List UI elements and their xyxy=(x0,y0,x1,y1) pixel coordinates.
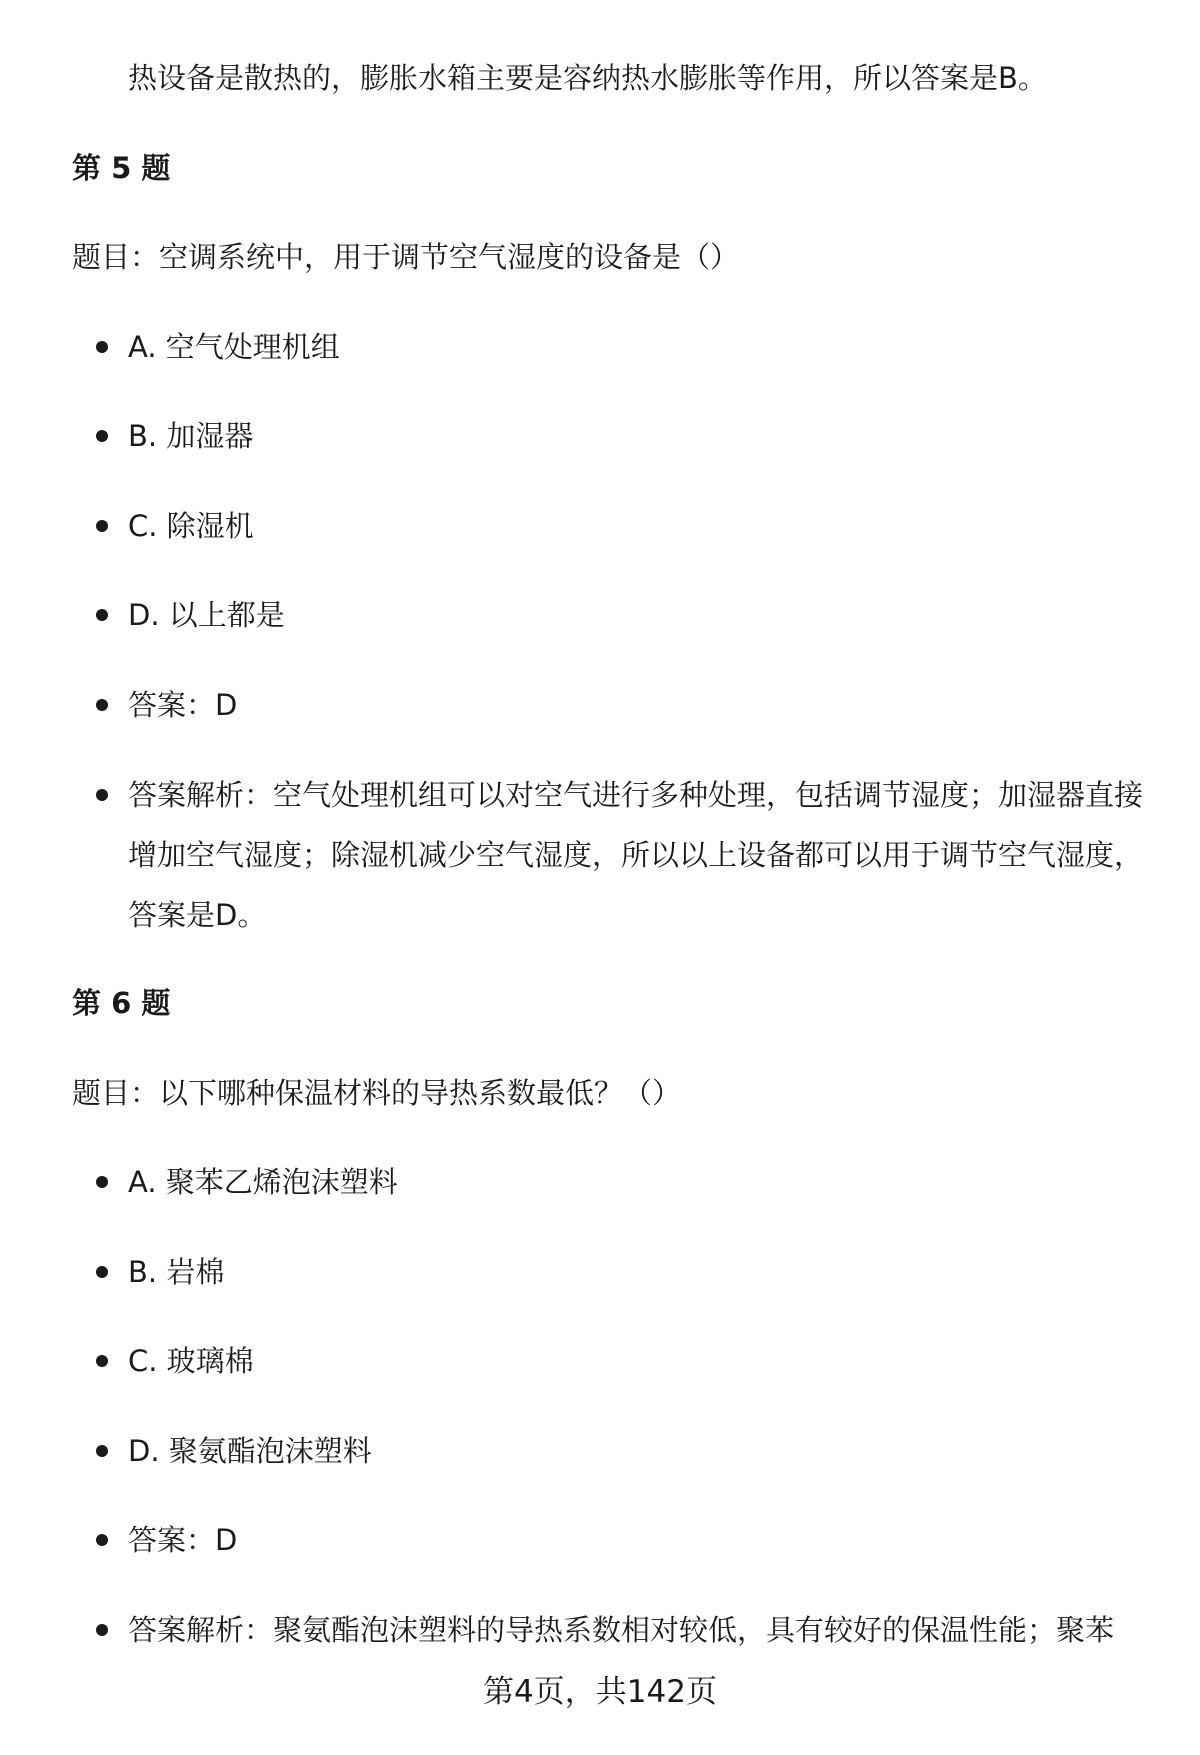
bullet-dot xyxy=(96,699,108,711)
previous-analysis-continuation: 热设备是散热的，膨胀水箱主要是容纳热水膨胀等作用，所以答案是B。 xyxy=(128,61,1047,95)
bullet-dot xyxy=(96,341,108,353)
bullet-dot xyxy=(96,609,108,621)
answer-label: 答案：D xyxy=(128,1523,238,1557)
option-label: A. 聚苯乙烯泡沫塑料 xyxy=(128,1165,398,1199)
bullet-dot xyxy=(96,1534,108,1546)
bullet-dot xyxy=(96,1266,108,1278)
question-6-answer xyxy=(96,1510,1146,1570)
analysis-text: 答案解析：聚氨酯泡沫塑料的导热系数相对较低，具有较好的保温性能；聚苯 xyxy=(128,1613,1115,1647)
question-5-option-b xyxy=(96,406,1146,466)
option-label: D. 聚氨酯泡沫塑料 xyxy=(128,1434,372,1468)
bullet-dot xyxy=(96,1624,108,1636)
question-5-option-a xyxy=(96,317,1146,377)
question-6-heading: 第 6 题 xyxy=(72,986,171,1020)
question-6-option-d xyxy=(96,1421,1146,1481)
question-5-option-d xyxy=(96,585,1146,645)
question-5-answer xyxy=(96,675,1146,735)
analysis-text: 答案解析：空气处理机组可以对空气进行多种处理，包括调节湿度；加湿器直接增加空气湿度；除湿机减少空气湿度，所以以上设备都可以用于调节空气湿度，答案是D。 xyxy=(128,778,1144,932)
bullet-dot xyxy=(96,430,108,442)
option-label: C. 玻璃棉 xyxy=(128,1344,254,1378)
answer-label: 答案：D xyxy=(128,688,238,722)
bullet-dot xyxy=(96,1445,108,1457)
option-label: A. 空气处理机组 xyxy=(128,330,340,364)
bullet-dot xyxy=(96,789,108,801)
bullet-dot xyxy=(96,520,108,532)
page-number-footer: 第4页，共142页 xyxy=(483,1674,717,1710)
question-5-text: 题目：空调系统中，用于调节空气湿度的设备是（） xyxy=(72,240,740,274)
bullet-dot xyxy=(96,1176,108,1188)
question-5-option-c xyxy=(96,496,1146,556)
option-label: B. 岩棉 xyxy=(128,1255,225,1289)
question-6-analysis xyxy=(96,1600,1146,1660)
question-6-option-c xyxy=(96,1331,1146,1391)
question-6-text: 题目：以下哪种保温材料的导热系数最低？（） xyxy=(72,1076,682,1110)
question-6-option-a xyxy=(96,1152,1146,1212)
question-6-option-b xyxy=(96,1242,1146,1302)
question-5-analysis xyxy=(96,765,1146,945)
option-label: C. 除湿机 xyxy=(128,509,254,543)
question-5-heading: 第 5 题 xyxy=(72,151,171,185)
bullet-dot xyxy=(96,1355,108,1367)
option-label: B. 加湿器 xyxy=(128,419,254,453)
option-label: D. 以上都是 xyxy=(128,598,285,632)
